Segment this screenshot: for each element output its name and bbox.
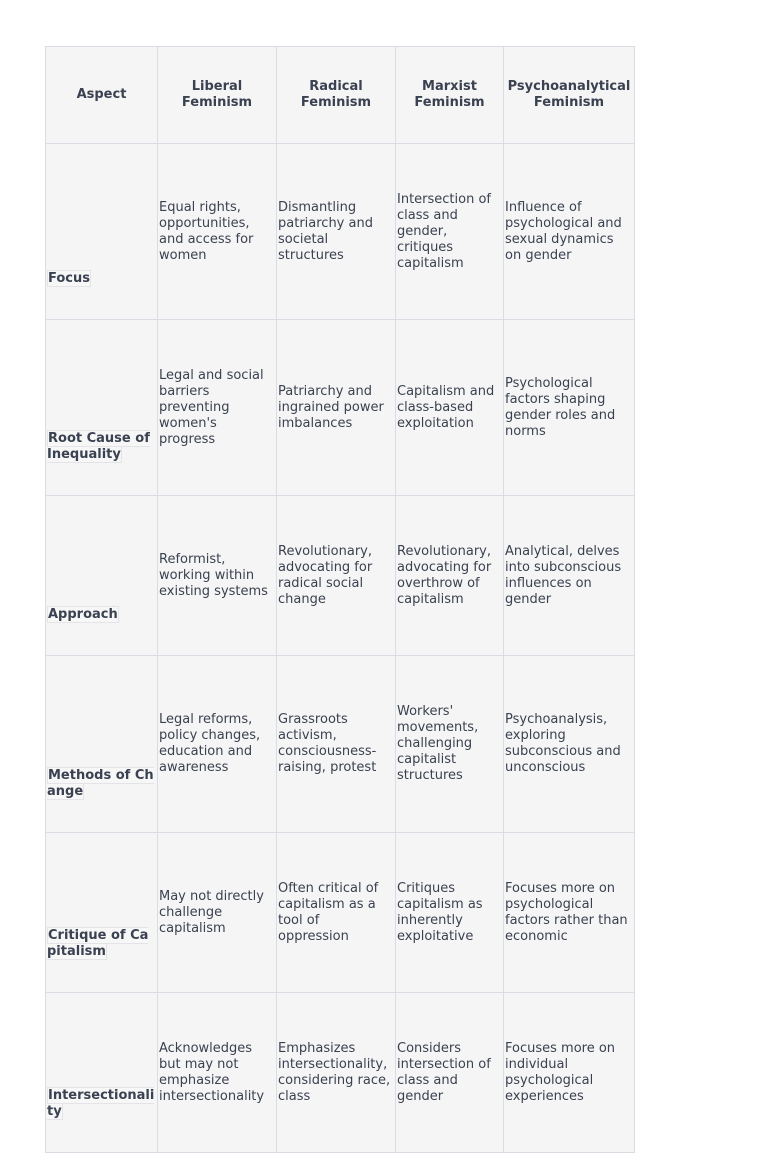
table-cell: Legal and social barriers preventing women's progress [158,320,277,496]
table-cell: Revolutionary, advocating for overthrow of capitalism [396,496,504,656]
row-label-root-cause: Root Cause of Inequality [47,431,150,462]
table-cell: Patriarchy and ingrained power imbalances [277,320,396,496]
table-cell: Acknowledges but may not emphasize intersectionality [158,993,277,1153]
row-label-cell [46,144,158,320]
table-cell: Dismantling patriarchy and societal structures [277,144,396,320]
table-row [46,993,635,1153]
row-label-methods-of-change: Methods of Change [47,768,154,799]
row-label-cell [46,320,158,496]
header-marxist-feminism: Marxist Feminism [396,47,504,144]
table-row [46,496,635,656]
header-aspect: Aspect [46,47,158,144]
table-row [46,320,635,496]
table-cell: Capitalism and class-based exploitation [396,320,504,496]
row-label-cell [46,833,158,993]
row-label-intersectionality: Intersectionality [47,1088,155,1119]
table-cell: Grassroots activism, consciousness-raising, protest [277,656,396,833]
table-cell: Psychoanalysis, exploring subconscious and unconscious [504,656,635,833]
table-cell: Equal rights, opportunities, and access for women [158,144,277,320]
row-label-cell [46,993,158,1153]
table-cell: Intersection of class and gender, critiques capitalism [396,144,504,320]
header-radical-feminism: Radical Feminism [277,47,396,144]
table-row [46,833,635,993]
row-label-critique-of-capitalism: Critique of Capitalism [47,928,149,959]
row-label-focus: Focus [48,271,90,286]
table-cell: Often critical of capitalism as a tool of oppression [277,833,396,993]
table-cell: Focuses more on individual psychological experiences [504,993,635,1153]
table-cell: Workers' movements, challenging capitalist structures [396,656,504,833]
header-liberal-feminism: Liberal Feminism [158,47,277,144]
table-cell: Revolutionary, advocating for radical social change [277,496,396,656]
table-cell: Critiques capitalism as inherently exploitative [396,833,504,993]
table-cell: Reformist, working within existing systems [158,496,277,656]
table-cell: Legal reforms, policy changes, education and awareness [158,656,277,833]
table-cell: Focuses more on psychological factors rather than economic [504,833,635,993]
feminism-comparison-table [45,46,635,1153]
header-psychoanalytical-feminism: Psychoanalytical Feminism [504,47,635,144]
table-cell: May not directly challenge capitalism [158,833,277,993]
table-cell: Influence of psychological and sexual dynamics on gender [504,144,635,320]
table-body [46,144,635,1153]
row-label-cell [46,656,158,833]
row-label-approach: Approach [48,607,118,622]
table-header [46,47,635,144]
table-cell: Psychological factors shaping gender roles and norms [504,320,635,496]
table-row [46,144,635,320]
table-cell: Analytical, delves into subconscious influences on gender [504,496,635,656]
table-cell: Considers intersection of class and gender [396,993,504,1153]
row-label-cell [46,496,158,656]
table-row [46,656,635,833]
header-row [46,47,635,144]
table-cell: Emphasizes intersectionality, considering race, class [277,993,396,1153]
